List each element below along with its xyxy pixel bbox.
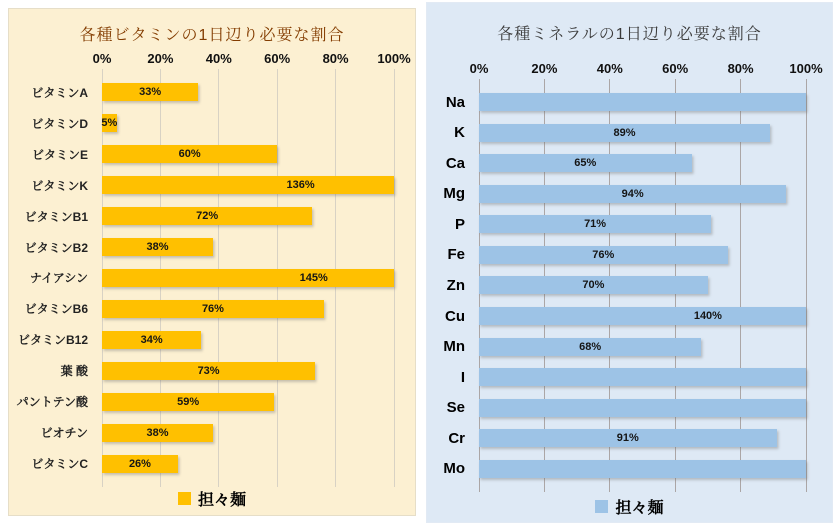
category-label: Cu — [445, 307, 465, 325]
category-label: ナイアシン — [29, 271, 88, 286]
bar — [479, 368, 806, 386]
mineral-chart-panel — [426, 2, 833, 523]
category-label: Se — [446, 399, 465, 417]
axis-tick-label: 100% — [377, 51, 411, 66]
bar-row — [102, 355, 394, 386]
bar-value-label: 71% — [584, 218, 607, 231]
axis-tick-label: 60% — [662, 61, 689, 76]
bar-row — [102, 108, 394, 139]
axis-tick-label: 0% — [92, 51, 112, 66]
bar-value-label: 76% — [201, 302, 224, 315]
bar-value-label: 60% — [178, 148, 201, 161]
axis-tick-label: 80% — [322, 51, 349, 66]
legend-swatch — [178, 492, 191, 505]
category-label: Mn — [443, 338, 465, 356]
axis-tick-label: 80% — [727, 61, 754, 76]
category-label: パントテン酸 — [16, 395, 88, 410]
bar-value-label: 38% — [146, 241, 169, 254]
bar-row — [102, 386, 394, 417]
bar-row — [102, 293, 394, 324]
bar — [102, 176, 394, 194]
category-axis — [427, 87, 472, 484]
category-label: I — [460, 368, 465, 386]
bar-value-label: 70% — [582, 279, 605, 292]
bar-value-label: 59% — [177, 395, 200, 408]
bar-row — [479, 240, 806, 271]
bar-row — [102, 139, 394, 170]
bar-row — [102, 448, 394, 479]
bar-row — [102, 263, 394, 294]
axis-tick-label: 60% — [264, 51, 291, 66]
bar-row — [479, 118, 806, 149]
category-label: Zn — [446, 276, 465, 294]
legend — [427, 495, 832, 518]
axis-tick-label: 40% — [205, 51, 232, 66]
chart-title: 各種ビタミンの1日辺り必要な割合 — [79, 27, 345, 44]
vitamin-chart-panel — [8, 8, 416, 516]
axis-tick-label: 40% — [596, 61, 623, 76]
category-label: Mg — [443, 185, 465, 203]
plot-area — [102, 77, 394, 479]
bar-value-label: 73% — [197, 364, 220, 377]
bar-row — [102, 417, 394, 448]
bar-row — [479, 209, 806, 240]
bar-value-label: 65% — [574, 157, 597, 170]
category-label: ビタミンE — [31, 147, 88, 162]
category-label: ビオチン — [40, 426, 88, 441]
bar-value-label: 136% — [286, 179, 315, 192]
bar-row — [479, 87, 806, 118]
x-axis — [92, 51, 411, 67]
bar-row — [479, 423, 806, 454]
category-label: 葉 酸 — [60, 364, 88, 379]
bar-value-label: 72% — [196, 210, 219, 223]
legend-swatch — [595, 500, 608, 513]
bar-row — [102, 170, 394, 201]
bar-row — [479, 362, 806, 393]
bar-row — [479, 179, 806, 210]
bar-row — [479, 148, 806, 179]
category-label: ビタミンB2 — [24, 240, 88, 255]
category-label: Na — [445, 93, 465, 111]
bar-value-label: 33% — [139, 86, 162, 99]
category-label: Cr — [448, 429, 465, 447]
x-axis — [469, 61, 823, 77]
bar-value-label: 91% — [616, 432, 639, 445]
category-label: ビタミンB1 — [24, 209, 88, 224]
bar-value-label: 5% — [101, 117, 118, 130]
axis-tick-label: 100% — [789, 61, 823, 76]
category-label: K — [454, 124, 465, 142]
category-label: ビタミンK — [31, 178, 88, 193]
chart-title: 各種ミネラルの1日辺り必要な割合 — [497, 26, 762, 43]
bar-value-label: 89% — [613, 126, 636, 139]
bar — [479, 460, 806, 478]
category-axis — [9, 77, 95, 479]
axis-tick-label: 20% — [531, 61, 558, 76]
bar-row — [102, 77, 394, 108]
category-label: Ca — [445, 154, 465, 172]
legend-label: 担々麺 — [615, 500, 664, 517]
category-label: ビタミンD — [31, 116, 88, 131]
bar-row — [102, 232, 394, 263]
legend — [9, 487, 415, 510]
bar-value-label: 94% — [621, 187, 644, 200]
category-label: ビタミンC — [31, 457, 88, 472]
category-label: ビタミンB12 — [17, 333, 88, 348]
bar-row — [479, 392, 806, 423]
bar-row — [102, 324, 394, 355]
bar-value-label: 68% — [579, 340, 602, 353]
axis-tick-label: 20% — [147, 51, 174, 66]
axis-tick-label: 0% — [469, 61, 489, 76]
bar-value-label: 26% — [128, 457, 151, 470]
bar-row — [102, 201, 394, 232]
bar — [102, 269, 394, 287]
legend-label: 担々麺 — [197, 492, 246, 509]
category-label: Fe — [447, 246, 465, 264]
bar — [479, 399, 806, 417]
bar-value-label: 34% — [140, 333, 163, 346]
plot-area — [479, 87, 806, 484]
bar-row — [479, 270, 806, 301]
bar-row — [479, 331, 806, 362]
bar-value-label: 38% — [146, 426, 169, 439]
bar-row — [479, 453, 806, 484]
category-label: ビタミンA — [31, 85, 88, 100]
category-label: P — [454, 215, 465, 233]
bar-row — [479, 301, 806, 332]
bar — [479, 307, 806, 325]
bar-value-label: 76% — [592, 248, 615, 261]
bar-value-label: 145% — [299, 271, 328, 284]
bar-value-label: 140% — [693, 310, 722, 323]
category-label: ビタミンB6 — [24, 302, 88, 317]
bar — [479, 93, 806, 111]
category-label: Mo — [443, 460, 465, 478]
